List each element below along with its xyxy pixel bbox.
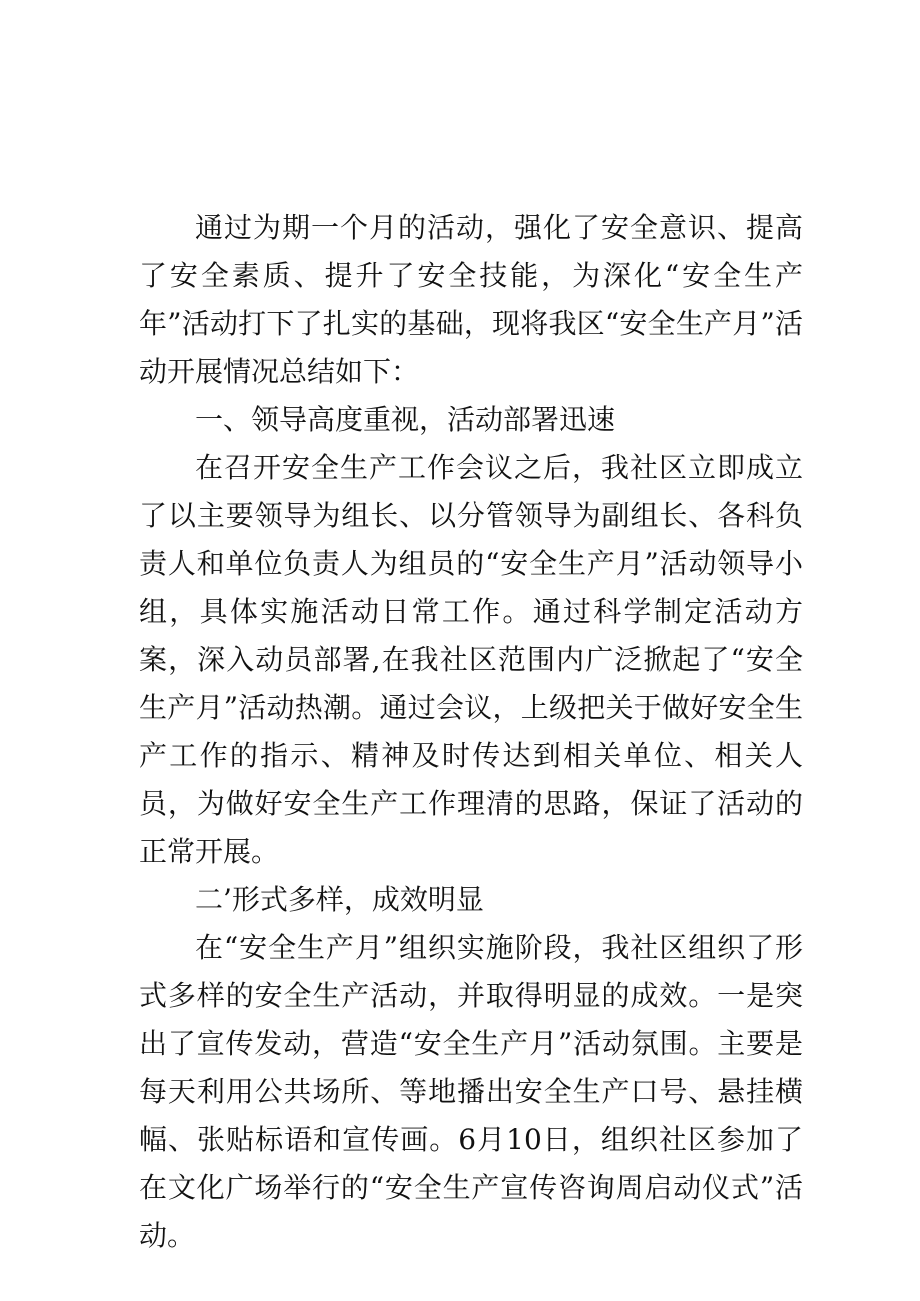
section-heading-2: 二’形式多样，成效明显 [195, 883, 484, 916]
paragraph-intro: 通过为期一个月的活动，强化了安全意识、提高了安全素质、提升了安全技能，为深化“安全生产年”活动打下了扎实的基础，现将我区“安全生产月”活动开展情况总结如下： [139, 211, 803, 388]
section-heading-1: 一、领导高度重视，活动部署迅速 [195, 403, 616, 436]
paragraph-section-2: 在“安全生产月”组织实施阶段，我社区组织了形式多样的安全生产活动，并取得明显的成效。一是突出了宣传发动，营造“安全生产月”活动氛围。主要是每天利用公共场所、等地播出安全生产口号、悬挂横幅、张贴标语和宣传画。6月10日，组织社区参加了在文化广场举行的“安全生产宣传咨询周启动仪式”活动。 [139, 931, 803, 1252]
paragraph-section-1: 在召开安全生产工作会议之后，我社区立即成立了以主要领导为组长、以分管领导为副组长、各科负责人和单位负责人为组员的“安全生产月”活动领导小组，具体实施活动日常工作。通过科学制定活动方案，深入动员部署,在我社区范围内广泛掀起了“安全生产月”活动热潮。通过会议，上级把关于做好安全生产工作的指示、精神及时传达到相关单位、相关人员，为做好安全生产工作理清的思路，保证了活动的正常开展。 [139, 451, 803, 868]
document-body [139, 204, 803, 1260]
